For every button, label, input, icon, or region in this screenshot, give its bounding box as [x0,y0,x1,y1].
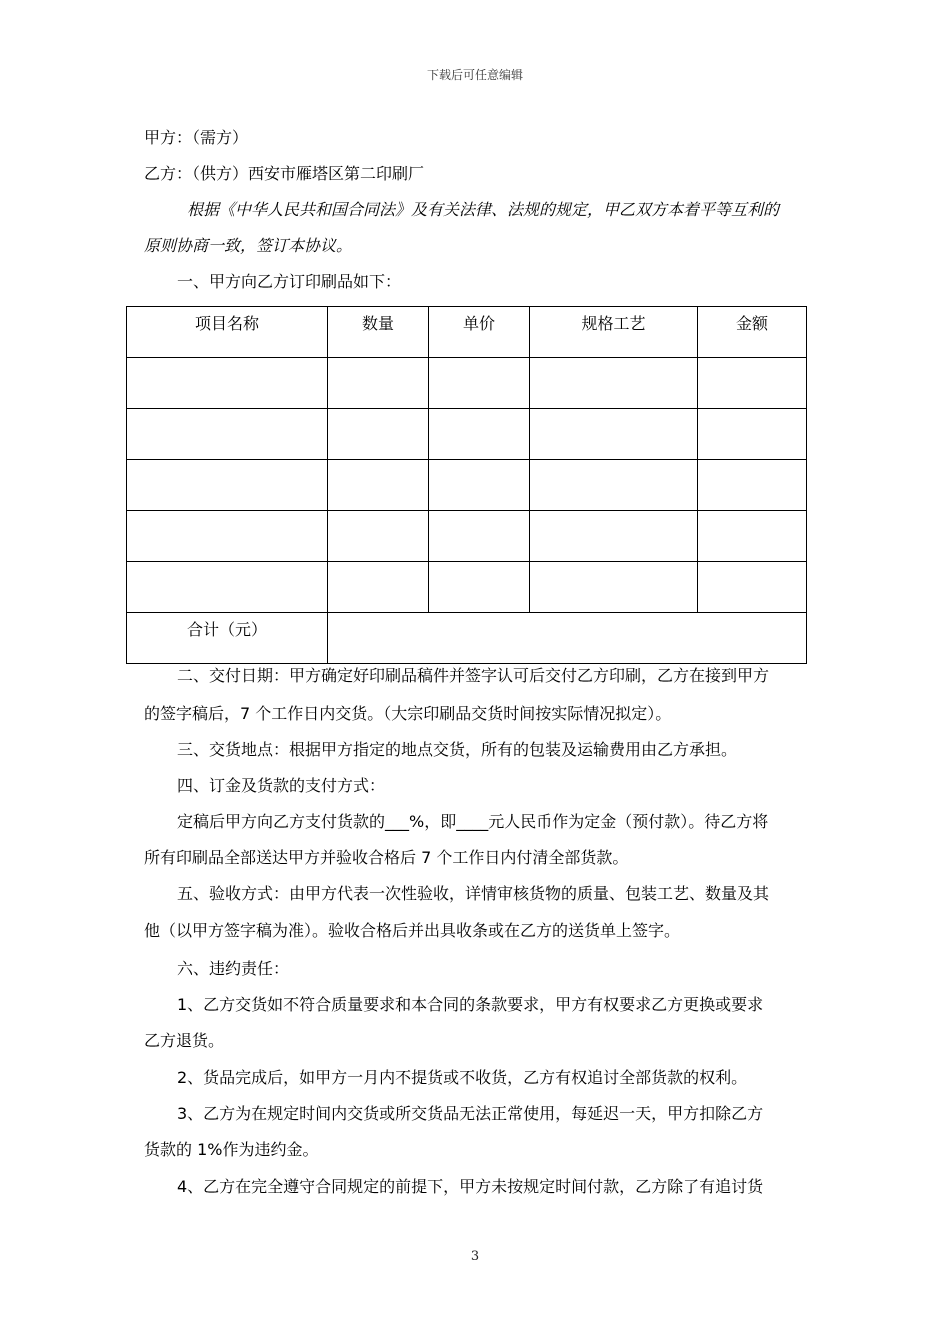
table-cell[interactable] [530,358,698,409]
breach-item-4-line-1: 4、乙方在完全遵守合同规定的前提下，甲方未按规定时间付款，乙方除了有追讨货 [177,1177,764,1196]
table-cell[interactable] [429,358,530,409]
table-cell[interactable] [530,511,698,562]
preamble-line-1: 根据《中华人民共和国合同法》及有关法律、法规的规定，甲乙双方本着平等互利的 [187,200,780,219]
table-cell[interactable] [127,460,328,511]
table-cell[interactable] [530,562,698,613]
section-1-heading: 一、甲方向乙方订印刷品如下： [177,272,402,291]
table-cell[interactable] [698,511,807,562]
section-5-line-1: 五、验收方式：由甲方代表一次性验收，详情审核货物的质量、包装工艺、数量及其 [177,884,770,903]
table-row [127,409,807,460]
section-2-line-2: 的签字稿后，7 个工作日内交货。（大宗印刷品交货时间按实际情况拟定）。 [144,704,672,723]
table-cell[interactable] [127,409,328,460]
order-table [126,306,807,664]
section-4-heading: 四、订金及货款的支付方式： [177,776,386,795]
table-cell[interactable] [530,409,698,460]
header-cell-quantity: 数量 [328,307,429,358]
total-value-cell[interactable] [328,613,807,664]
table-cell[interactable] [698,358,807,409]
section-3-line: 三、交货地点：根据甲方指定的地点交货，所有的包装及运输费用由乙方承担。 [177,740,738,759]
table-cell[interactable] [328,562,429,613]
table-cell[interactable] [127,511,328,562]
breach-item-3-line-2: 货款的 1%作为违约金。 [144,1140,319,1159]
table-cell[interactable] [698,409,807,460]
section-4-line-1: 定稿后甲方向乙方支付货款的___%，即____元人民币作为定金（预付款）。待乙方将 [177,812,769,831]
table-cell[interactable] [698,562,807,613]
table-cell[interactable] [328,511,429,562]
table-row [127,460,807,511]
table-row [127,511,807,562]
preamble-line-2: 原则协商一致，签订本协议。 [144,236,353,255]
section-5-line-2: 他（以甲方签字稿为准）。验收合格后并出具收条或在乙方的送货单上签字。 [144,921,681,940]
breach-item-1-line-1: 1、乙方交货如不符合质量要求和本合同的条款要求，甲方有权要求乙方更换或要求 [177,995,764,1014]
breach-item-1-line-2: 乙方退货。 [144,1031,225,1050]
table-cell[interactable] [698,460,807,511]
page-number: 3 [470,1249,480,1264]
party-a-line: 甲方：（需方） [144,128,249,147]
table-header-row [127,307,807,358]
table-row [127,358,807,409]
total-label-cell: 合计（元） [127,613,328,664]
breach-item-2-line: 2、货品完成后，如甲方一月内不提货或不收货，乙方有权追讨全部货款的权利。 [177,1068,748,1087]
table-cell[interactable] [328,460,429,511]
table-row [127,562,807,613]
table-cell[interactable] [127,358,328,409]
header-cell-spec: 规格工艺 [530,307,698,358]
page-header-note: 下载后可任意编辑 [426,68,523,82]
table-cell[interactable] [429,460,530,511]
section-6-heading: 六、违约责任： [177,959,290,978]
party-b-line: 乙方：（供方）西安市雁塔区第二印刷厂 [144,164,425,183]
breach-item-3-line-1: 3、乙方为在规定时间内交货或所交货品无法正常使用，每延迟一天，甲方扣除乙方 [177,1104,764,1123]
table-cell[interactable] [429,409,530,460]
table-cell[interactable] [328,358,429,409]
header-cell-unit-price: 单价 [429,307,530,358]
header-cell-item-name: 项目名称 [127,307,328,358]
section-4-line-2: 所有印刷品全部送达甲方并验收合格后 7 个工作日内付清全部货款。 [144,848,629,867]
table-cell[interactable] [429,511,530,562]
table-cell[interactable] [328,409,429,460]
table-cell[interactable] [530,460,698,511]
header-cell-amount: 金额 [698,307,807,358]
table-cell[interactable] [429,562,530,613]
table-cell[interactable] [127,562,328,613]
table-total-row [127,613,807,664]
section-2-line-1: 二、交付日期：甲方确定好印刷品稿件并签字认可后交付乙方印刷，乙方在接到甲方 [177,666,770,685]
